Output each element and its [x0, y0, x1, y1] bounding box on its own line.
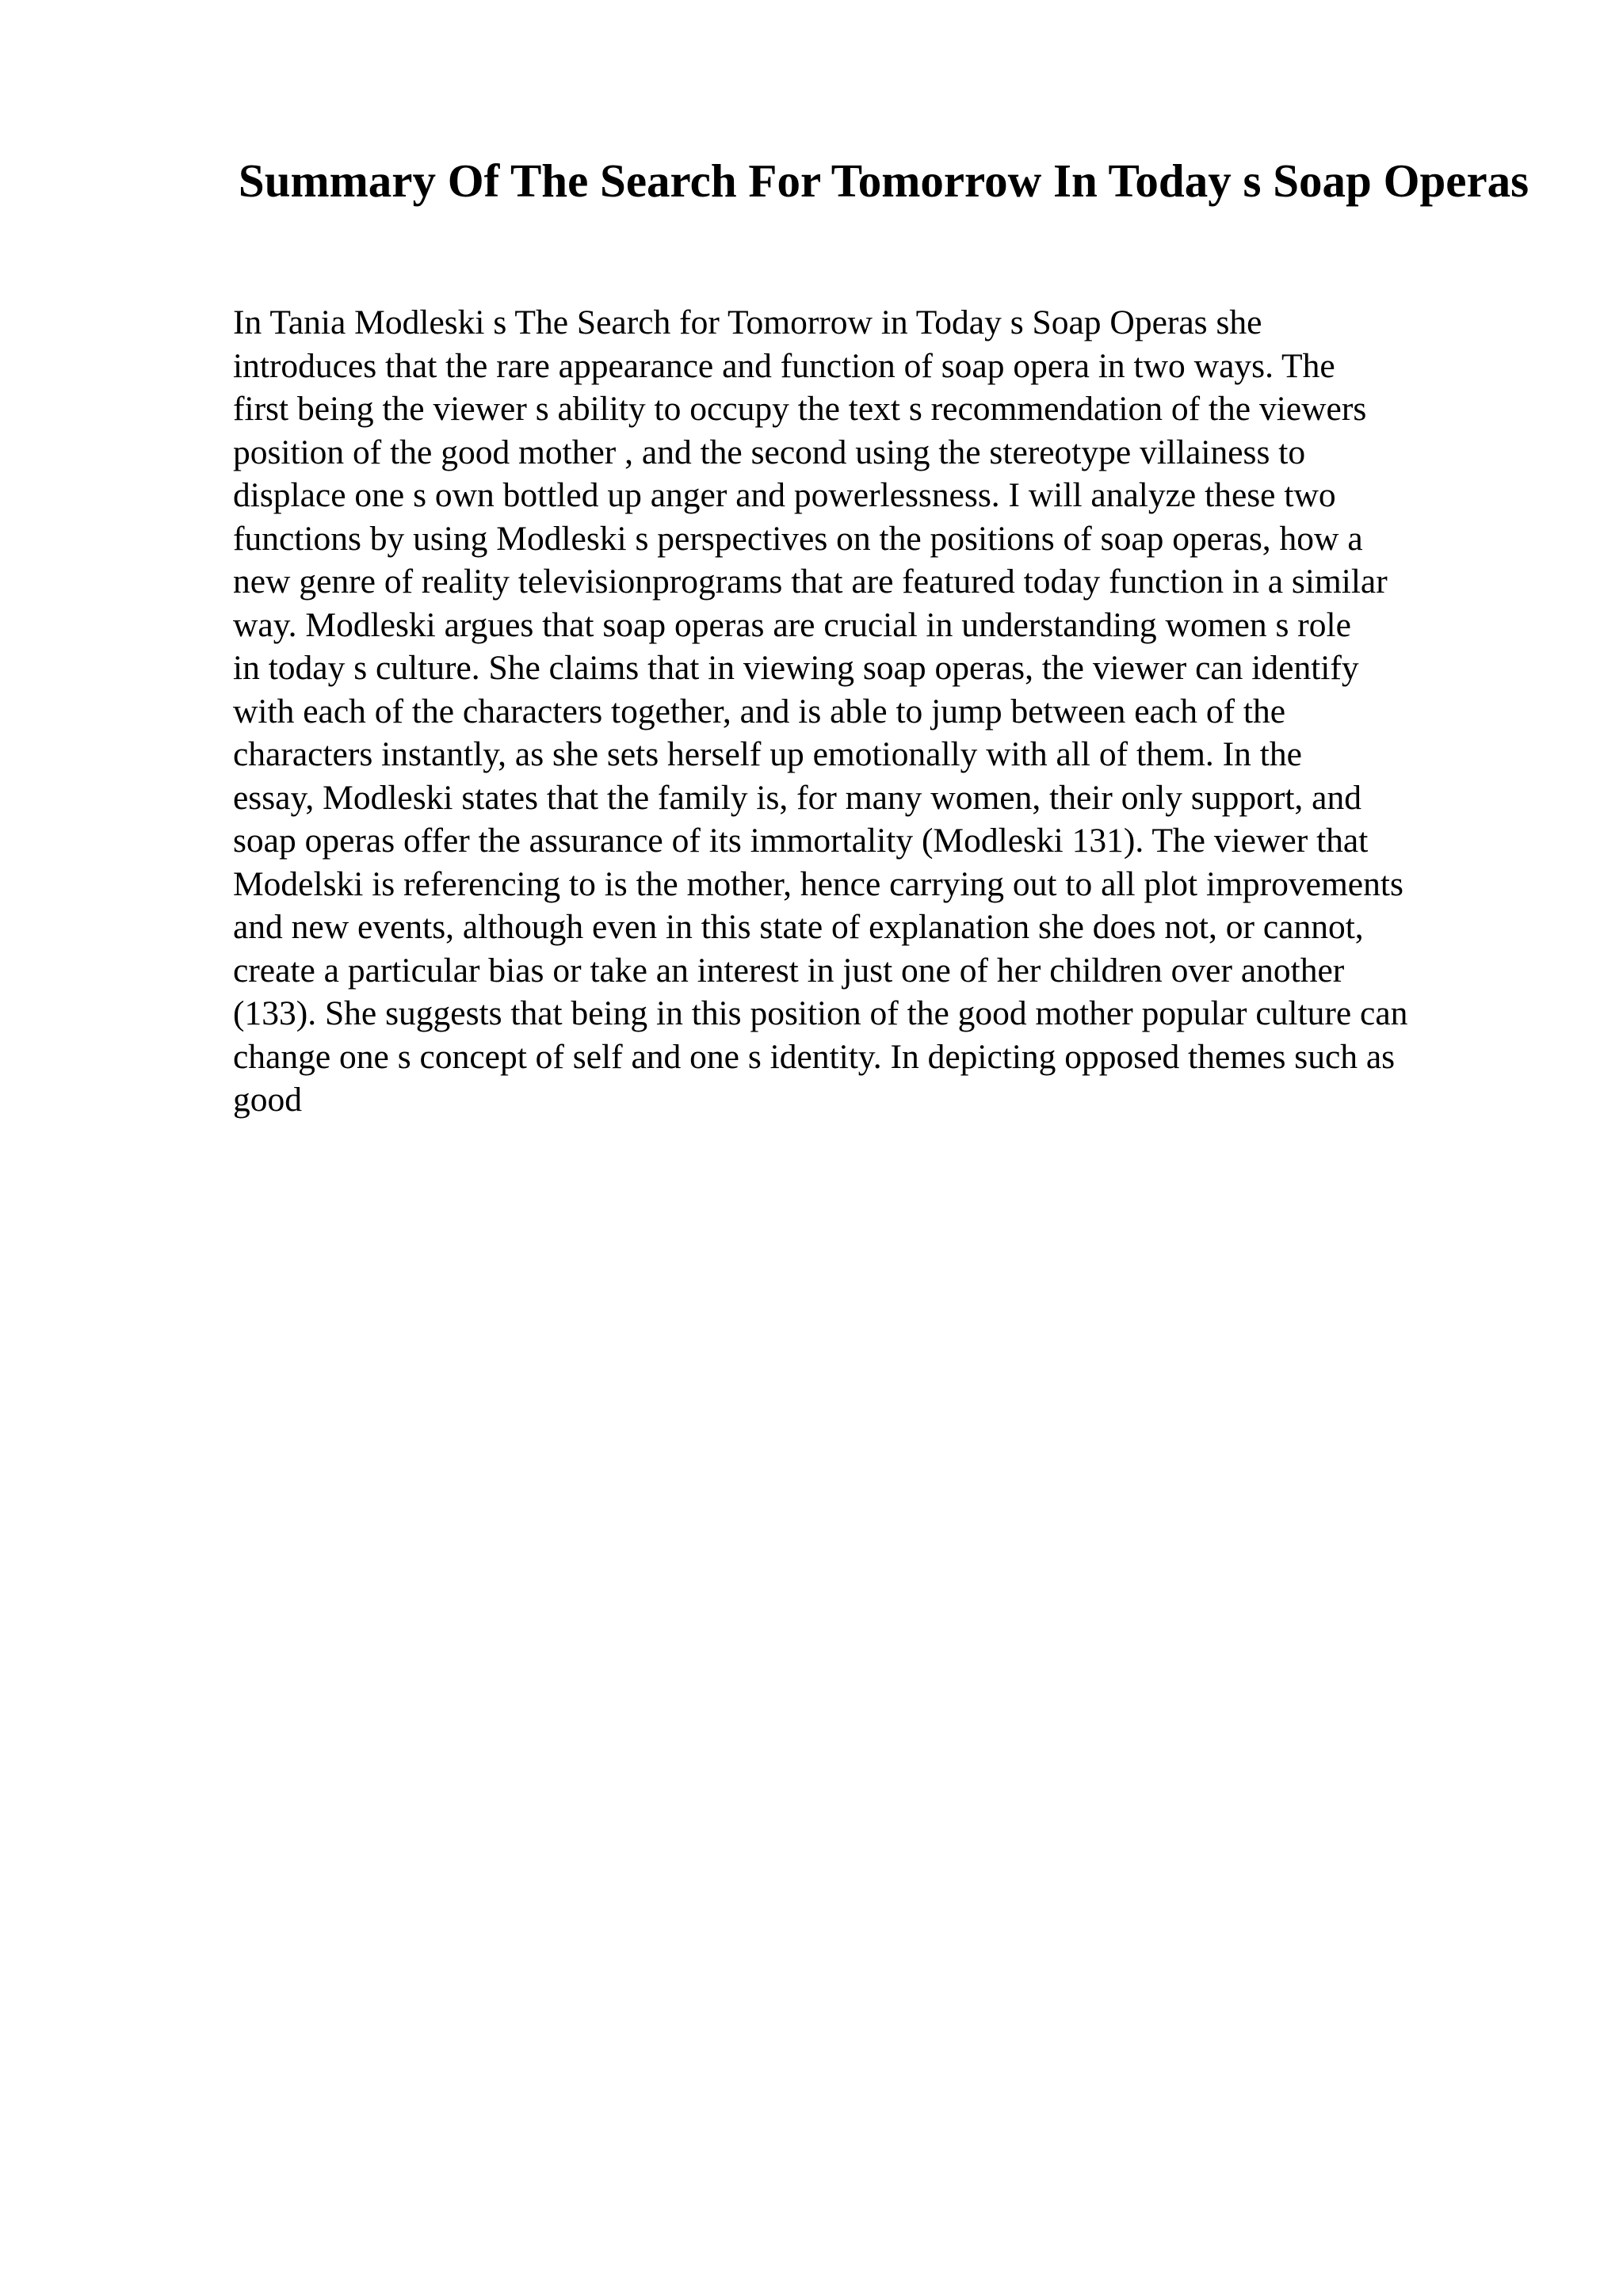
body-line: and new events, although even in this state of explanation she does not, or cannot, — [233, 908, 1364, 946]
body-line: soap operas offer the assurance of its immortality (Modleski 131). The viewer that — [233, 822, 1369, 860]
body-line: functions by using Modleski s perspectives on the positions of soap operas, how a — [233, 519, 1363, 558]
body-line: introduces that the rare appearance and function of soap opera in two ways. The — [233, 346, 1335, 385]
body-line: create a particular bias or take an interest in just one of her children over another — [233, 951, 1345, 990]
document-title: Summary Of The Search For Tomorrow In Today s Soap Operas — [238, 154, 1529, 207]
body-line: good — [233, 1081, 302, 1119]
body-line: displace one s own bottled up anger and powerlessness. I will analyze these two — [233, 476, 1336, 514]
body-line: Modelski is referencing to is the mother, hence carrying out to all plot improvements — [233, 864, 1403, 903]
body-line: In Tania Modleski s The Search for Tomorrow in Today s Soap Operas she — [233, 303, 1262, 341]
body-line: position of the good mother , and the second using the stereotype villainess to — [233, 433, 1306, 471]
body-line: new genre of reality televisionprograms that are featured today function in a similar — [233, 563, 1388, 601]
body-line: characters instantly, as she sets herself up emotionally with all of them. In the — [233, 735, 1302, 773]
body-line: first being the viewer s ability to occupy the text s recommendation of the viewers — [233, 390, 1367, 428]
body-line: with each of the characters together, and is able to jump between each of the — [233, 692, 1286, 730]
body-line: in today s culture. She claims that in viewing soap operas, the viewer can identify — [233, 649, 1359, 687]
body-line: (133). She suggests that being in this position of the good mother popular culture can — [233, 994, 1408, 1032]
body-line: essay, Modleski states that the family is, for many women, their only support, and — [233, 778, 1361, 817]
body-line: change one s concept of self and one s identity. In depicting opposed themes such as — [233, 1037, 1396, 1076]
body-line: way. Modleski argues that soap operas are crucial in understanding women s role — [233, 605, 1351, 644]
document-body — [233, 301, 1549, 1122]
